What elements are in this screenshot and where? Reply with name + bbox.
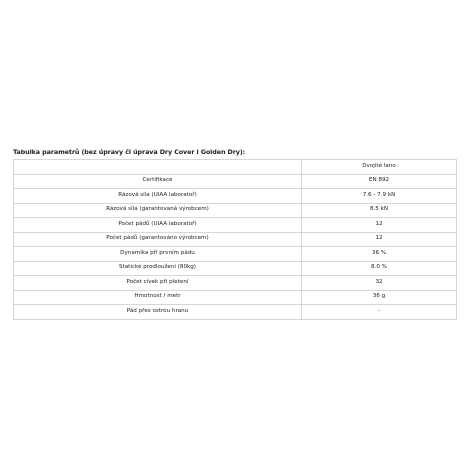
- row-label: Počet cívek při pletení: [14, 276, 302, 291]
- row-label: Hmotnost / metr: [14, 290, 302, 305]
- row-label: Pád přes ostrou hranu: [14, 305, 302, 320]
- table-row: [14, 174, 457, 189]
- table-header-row: [14, 160, 457, 175]
- table-row: [14, 189, 457, 204]
- row-label: Dynamika při prvním pádu: [14, 247, 302, 262]
- row-value: 7.6 - 7.9 kN: [302, 189, 457, 204]
- row-value: 8.5 kN: [302, 203, 457, 218]
- row-value: 8.0 %: [302, 261, 457, 276]
- table-row: [14, 247, 457, 262]
- parameters-table: [13, 159, 457, 320]
- row-value: 32: [302, 276, 457, 291]
- row-value: 36 %: [302, 247, 457, 262]
- table-row: [14, 232, 457, 247]
- row-label: Certifikace: [14, 174, 302, 189]
- row-label: Rázová síla (garantovaná výrobcem): [14, 203, 302, 218]
- row-label: Počet pádů (garantováno výrobcem): [14, 232, 302, 247]
- header-label-cell: [14, 160, 302, 175]
- table-row: [14, 261, 457, 276]
- row-value: 12: [302, 232, 457, 247]
- row-label: Počet pádů (UIAA laboratoř): [14, 218, 302, 233]
- row-value: 36 g: [302, 290, 457, 305]
- header-column-double-rope: Dvojité lano: [302, 160, 457, 175]
- row-value: 12: [302, 218, 457, 233]
- table-row: [14, 276, 457, 291]
- row-label: Statické prodloužení (80kg): [14, 261, 302, 276]
- row-value: EN 892: [302, 174, 457, 189]
- table-row: [14, 305, 457, 320]
- table-row: [14, 218, 457, 233]
- table-row: [14, 203, 457, 218]
- row-label: Rázová síla (UIAA laboratoř): [14, 189, 302, 204]
- table-row: [14, 290, 457, 305]
- table-caption: Tabulka parametrů (bez úpravy či úprava Dry Cover i Golden Dry):: [13, 148, 246, 156]
- row-value: -: [302, 305, 457, 320]
